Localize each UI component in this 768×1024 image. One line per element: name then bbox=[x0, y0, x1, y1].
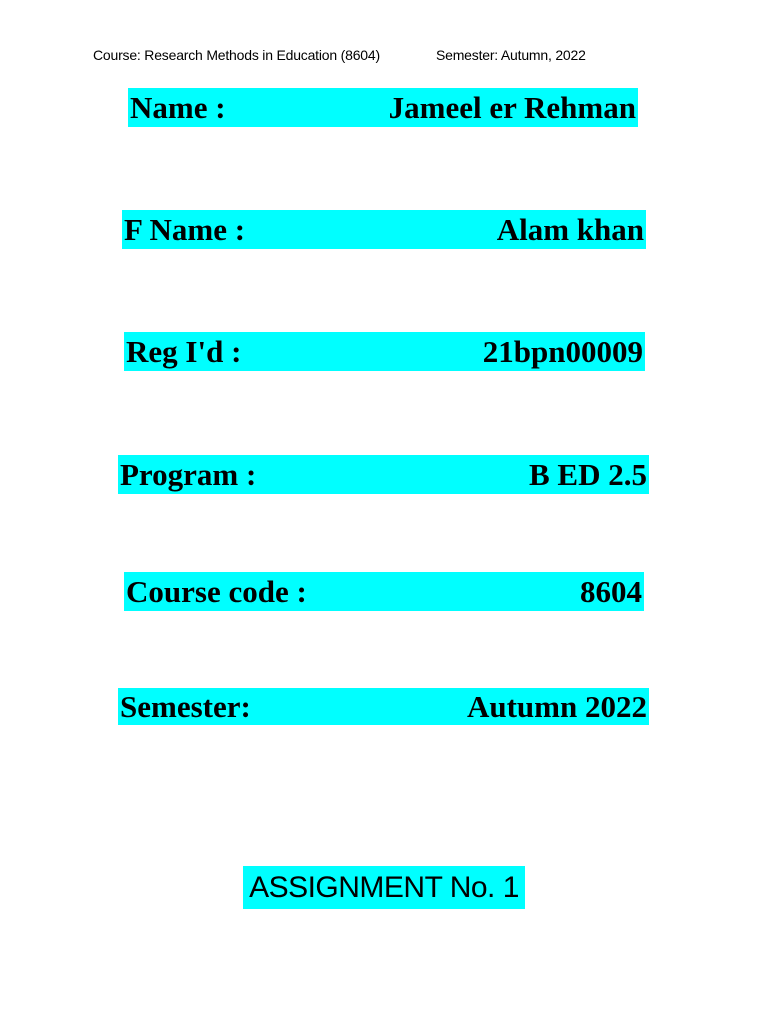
header-course: Course: Research Methods in Education (8604) bbox=[93, 47, 380, 63]
field-name-value: Jameel er Rehman bbox=[388, 90, 636, 125]
field-reg-id-value: 21bpn00009 bbox=[482, 334, 643, 369]
field-program-label: Program : bbox=[120, 457, 257, 492]
field-father-name bbox=[122, 210, 646, 249]
field-program bbox=[118, 455, 649, 494]
field-semester-value: Autumn 2022 bbox=[466, 689, 647, 724]
assignment-title: ASSIGNMENT No. 1 bbox=[243, 866, 525, 909]
field-name bbox=[128, 88, 638, 127]
header-semester: Semester: Autumn, 2022 bbox=[436, 47, 586, 63]
field-semester-label: Semester: bbox=[120, 689, 251, 724]
field-semester bbox=[118, 688, 649, 725]
field-course-code-value: 8604 bbox=[580, 574, 642, 609]
field-program-value: B ED 2.5 bbox=[529, 457, 647, 492]
field-father-name-label: F Name : bbox=[124, 212, 246, 247]
field-name-label: Name : bbox=[130, 90, 226, 125]
field-father-name-value: Alam khan bbox=[496, 212, 644, 247]
field-course-code bbox=[124, 572, 644, 611]
field-course-code-label: Course code : bbox=[126, 574, 307, 609]
field-reg-id bbox=[124, 332, 645, 371]
field-reg-id-label: Reg I'd : bbox=[126, 334, 242, 369]
